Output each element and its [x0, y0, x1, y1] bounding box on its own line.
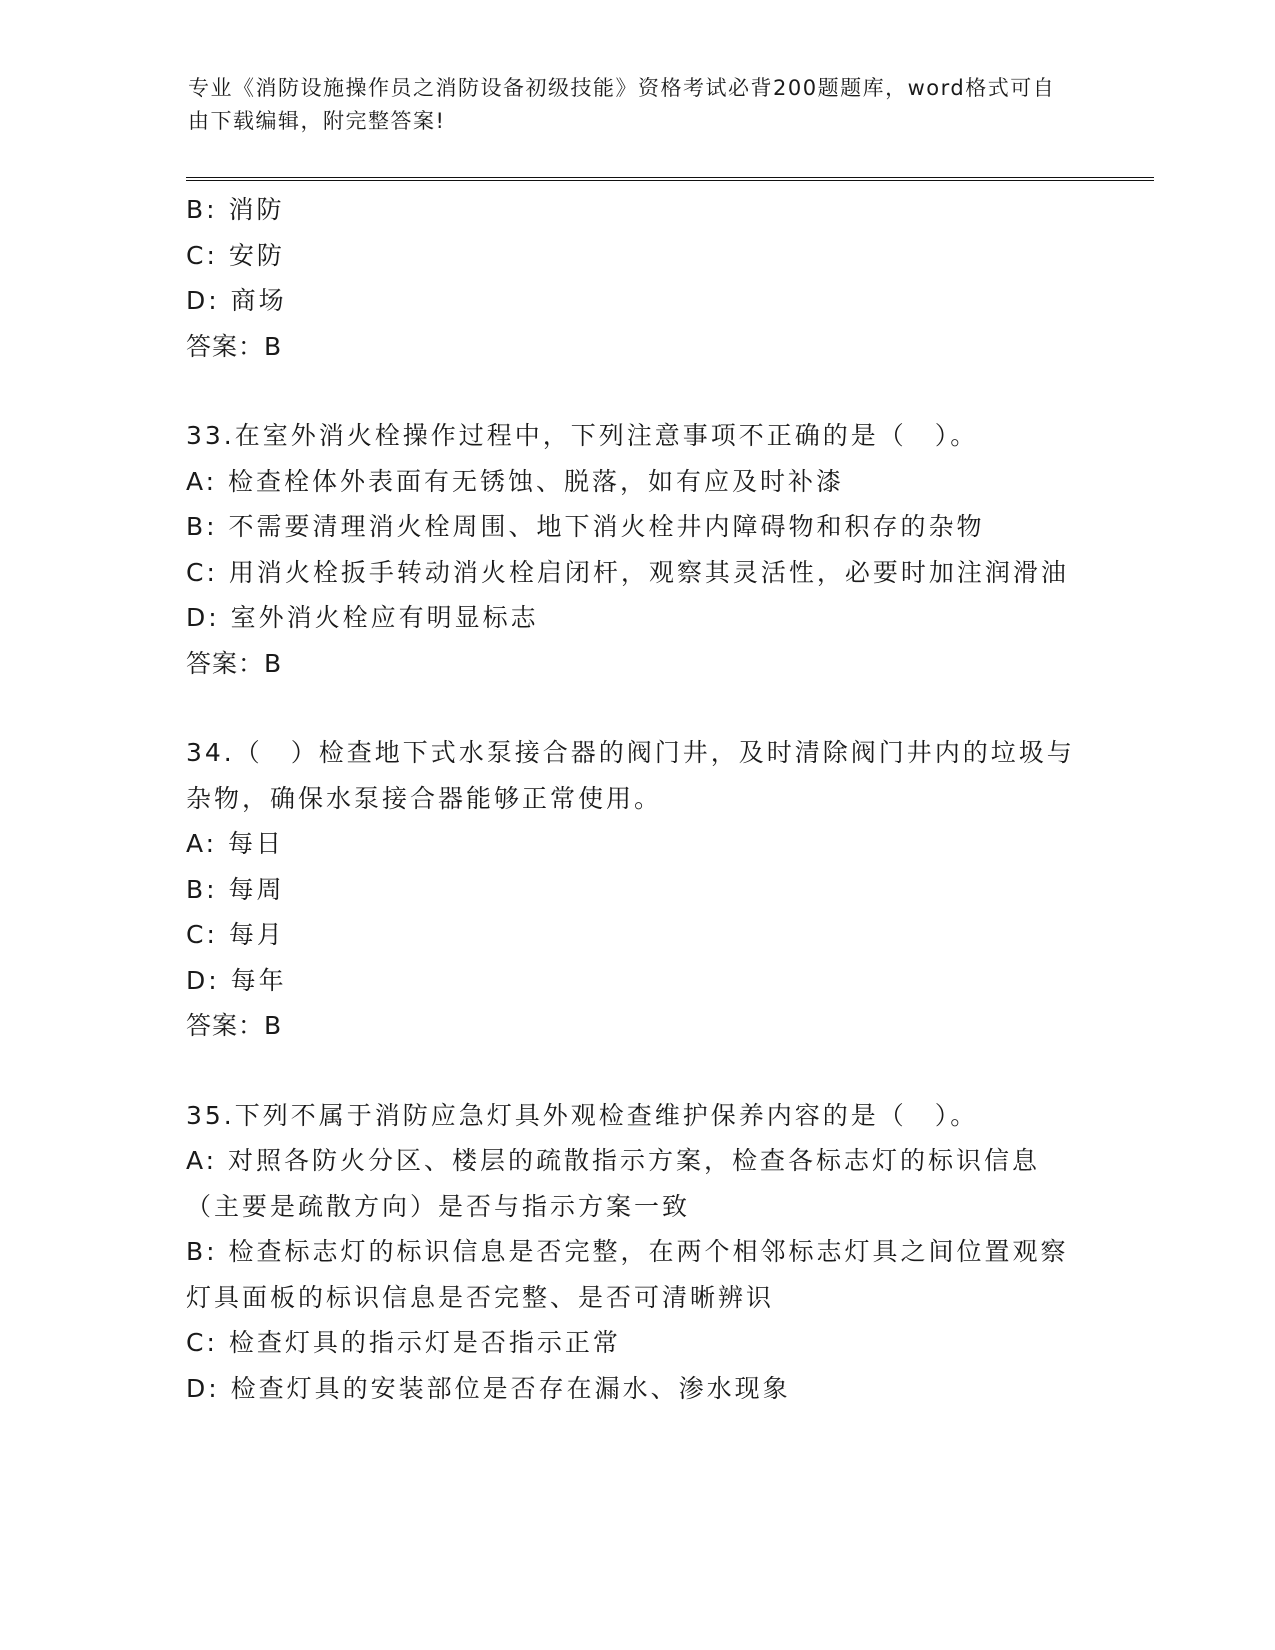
option-c: C: 每月	[186, 920, 285, 949]
option-a: A: 对照各防火分区、楼层的疏散指示方案，检查各标志灯的标识信息（主要是疏散方向）是否与指示方案一致	[186, 1146, 1041, 1221]
option-a: A: 每日	[186, 829, 285, 858]
spacer	[186, 369, 1086, 413]
question-32-tail	[186, 187, 1086, 369]
question-34	[186, 730, 1086, 1049]
option-b: B: 检查标志灯的标识信息是否完整，在两个相邻标志灯具之间位置观察灯具面板的标识信息是否完整、是否可清晰辨识	[186, 1237, 1069, 1312]
option-d: D: 室外消火栓应有明显标志	[186, 603, 539, 632]
option-c: C: 用消火栓扳手转动消火栓启闭杆，观察其灵活性，必要时加注润滑油	[186, 557, 1069, 587]
question-content	[186, 187, 1086, 1411]
option-a: A: 检查栓体外表面有无锈蚀、脱落，如有应及时补漆	[186, 466, 845, 496]
option-d: D: 每年	[186, 965, 287, 995]
option-d: D: 检查灯具的安装部位是否存在漏水、渗水现象	[186, 1373, 791, 1403]
question-stem: 35.下列不属于消防应急灯具外观检查维护保养内容的是（ ）。	[186, 1100, 979, 1130]
question-stem: 34.（ ）检查地下式水泵接合器的阀门井，及时清除阀门井内的垃圾与杂物，确保水泵接合器能够正常使用。	[186, 738, 1075, 813]
answer: 答案：B	[186, 648, 283, 678]
spacer	[186, 1049, 1086, 1093]
option-b: B: 不需要清理消火栓周围、地下消火栓井内障碍物和积存的杂物	[186, 512, 985, 541]
option-c: C: 安防	[186, 240, 285, 270]
option-b: B: 每周	[186, 874, 285, 904]
header-divider	[186, 177, 1154, 181]
answer: 答案：B	[186, 331, 283, 361]
question-33	[186, 413, 1086, 686]
question-stem: 33.在室外消火栓操作过程中，下列注意事项不正确的是（ ）。	[186, 421, 979, 450]
question-35	[186, 1093, 1086, 1412]
option-d: D: 商场	[186, 286, 287, 315]
option-b: B: 消防	[186, 195, 285, 224]
option-c: C: 检查灯具的指示灯是否指示正常	[186, 1328, 621, 1357]
page-header-title: 专业《消防设施操作员之消防设备初级技能》资格考试必背200题题库，word格式可自由下载编辑，附完整答案!	[188, 76, 1056, 133]
spacer	[186, 686, 1086, 730]
answer: 答案：B	[186, 1011, 283, 1040]
